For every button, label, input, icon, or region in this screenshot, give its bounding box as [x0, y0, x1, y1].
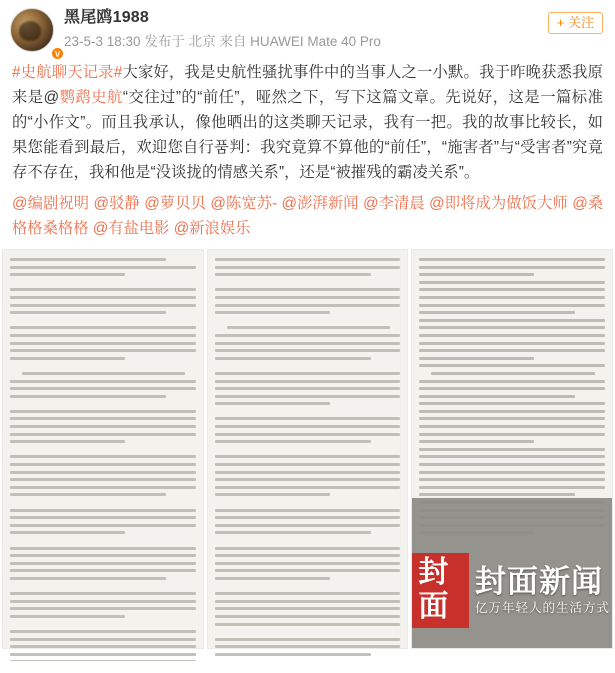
- image-grid: [0, 249, 615, 649]
- mention-link[interactable]: @即将成为做饭大师: [429, 195, 568, 212]
- header-text-block: [64, 8, 605, 51]
- bottom-spacer: [0, 661, 615, 673]
- topic-link[interactable]: #史航聊天记录#: [12, 64, 123, 81]
- mention-link[interactable]: @编剧祝明: [12, 195, 90, 212]
- mention-link-shihang[interactable]: 鹦鹉史航: [59, 89, 123, 106]
- follow-button[interactable]: + 关注: [548, 12, 603, 34]
- username[interactable]: 黑尾鸥1988: [64, 9, 149, 26]
- mention-link[interactable]: @陈宽苏-: [210, 195, 278, 212]
- image-overlay-shade: [412, 498, 612, 648]
- avatar[interactable]: [10, 8, 61, 59]
- mention-link[interactable]: @驳静: [93, 195, 140, 212]
- watermark-subtitle: 亿万年轻人的生活方式: [475, 600, 611, 615]
- mention-link[interactable]: @李清晨: [363, 195, 425, 212]
- post-header: [0, 0, 615, 59]
- post-text-part1: 大家好，我是史航性骚扰事件中的当事人之一小默。我于昨晚获悉我原来是@: [12, 64, 603, 106]
- post-content: [0, 56, 615, 191]
- verified-badge-icon: V: [51, 47, 64, 60]
- post-text-part2: “交往过”的“前任”，哑然之下，写下这篇文章。先说好，这是一篇标准的“小作文”。而且我承认，像他晒出的这类聊天记录，我有一把。我的故事比较长，如果您能看到最后，欢迎您自行품判：我究竟算不算他的“前任”，“施害者”与“受害者”究竟存不存在，我和他是“没谈拢的情感关系”，还是“被摧残的霸凌关系”。: [12, 89, 603, 181]
- mention-link[interactable]: @桑格格桑格格: [12, 195, 604, 237]
- mention-link[interactable]: @新浪娱乐: [173, 220, 251, 237]
- watermark-title: 封面新闻: [475, 563, 603, 599]
- post-timestamp: 23-5-3 18:30: [64, 34, 141, 49]
- document-text-lines: [215, 258, 401, 642]
- document-text-lines: [10, 258, 196, 642]
- post-image-thumbnail[interactable]: [2, 249, 204, 649]
- watermark-logo: 封面: [412, 553, 469, 628]
- post-source: 来自 HUAWEI Mate 40 Pro: [219, 34, 381, 49]
- post-image-thumbnail[interactable]: [411, 249, 613, 649]
- post-image-thumbnail[interactable]: [207, 249, 409, 649]
- mention-link[interactable]: @澎湃新闻: [281, 195, 359, 212]
- mention-link[interactable]: @有盐电影: [92, 220, 170, 237]
- post-meta: [64, 33, 605, 51]
- post-location: 发布于 北京: [144, 34, 216, 49]
- mention-list: [0, 191, 615, 249]
- mention-link[interactable]: @萝贝贝: [144, 195, 206, 212]
